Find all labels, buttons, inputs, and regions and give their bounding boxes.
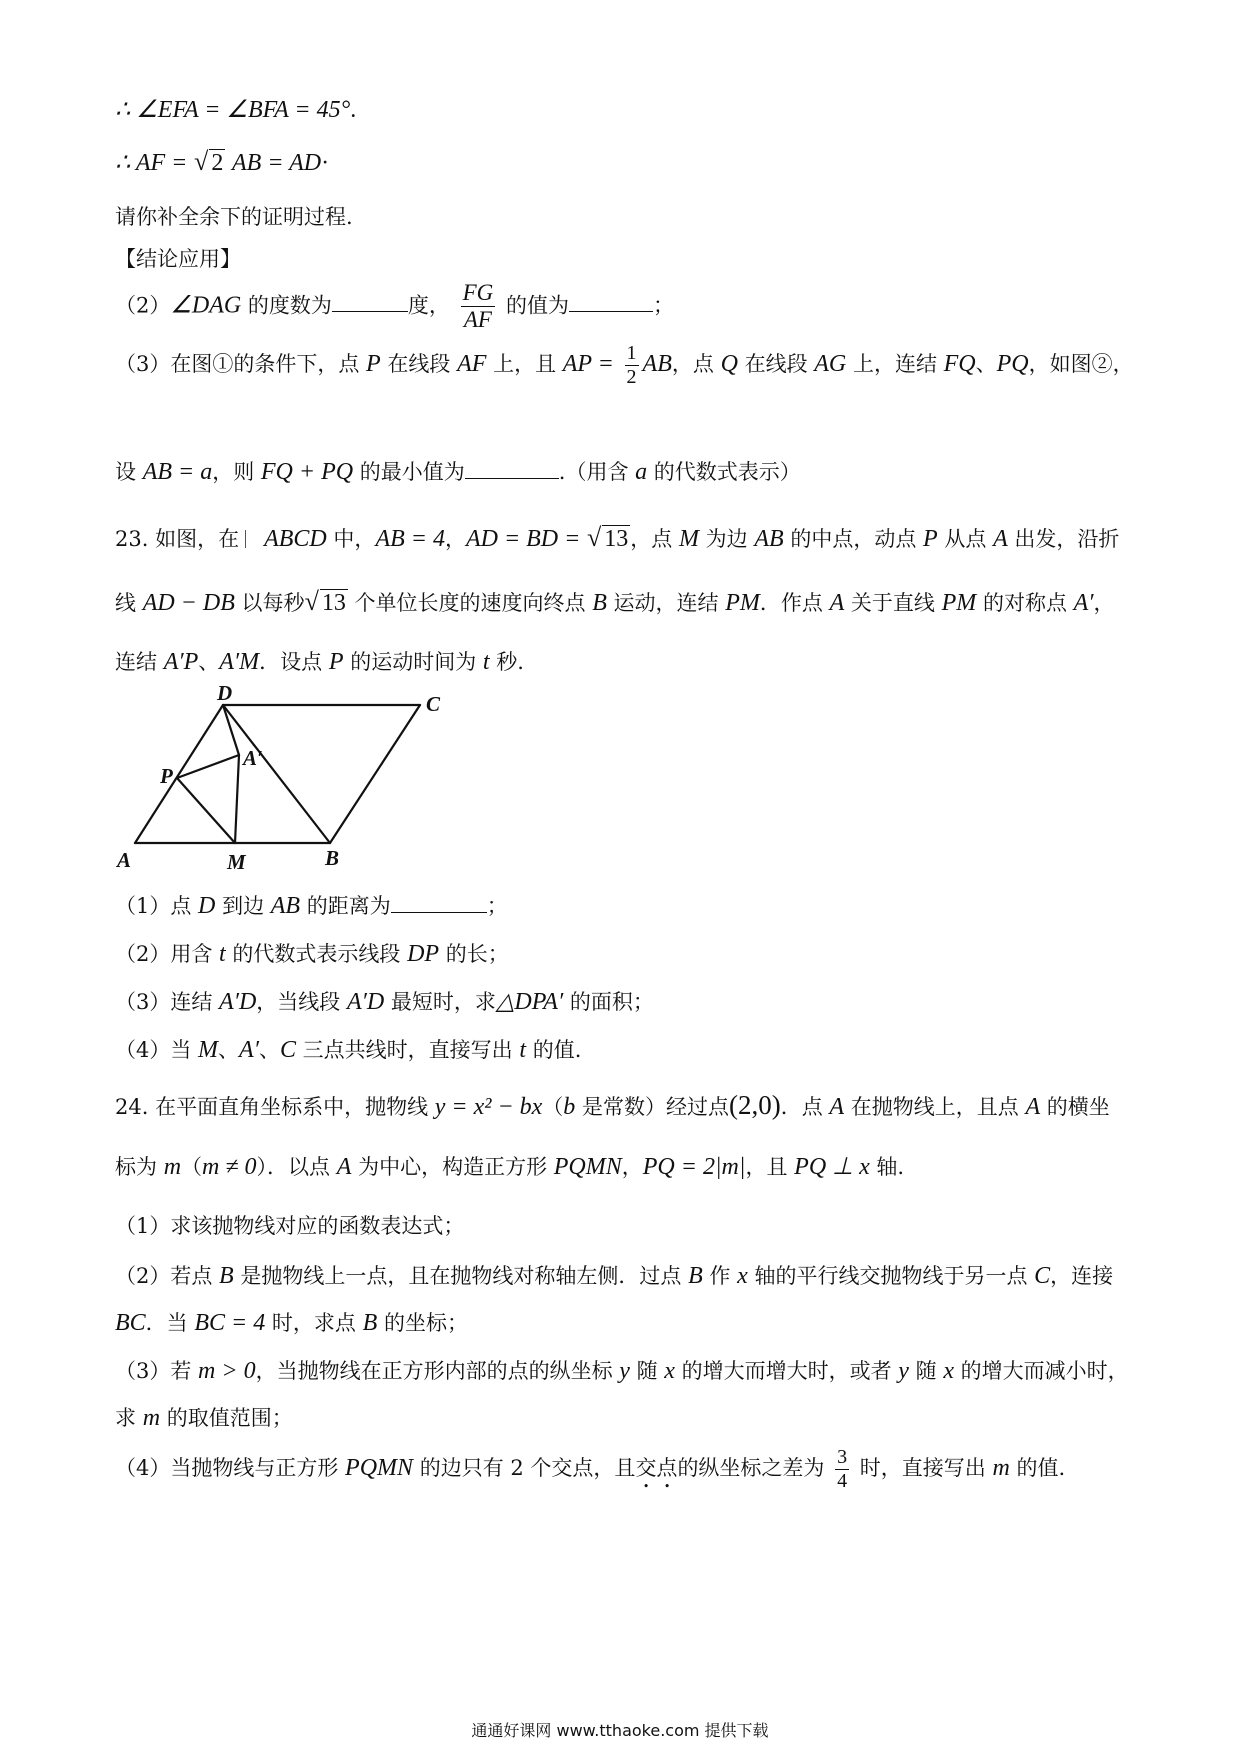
- section-heading: 【结论应用】: [115, 247, 241, 271]
- conclusion-angle-line: ∴ ∠EFA = ∠BFA = 45°.: [115, 97, 357, 123]
- segment-da2: [223, 705, 239, 755]
- answer-blank: [465, 460, 559, 479]
- half-fraction: $\frac{1}{2}$: [626, 342, 637, 388]
- p23-sub2: （2）用含 t 的代数式表示线段 DP 的长；: [115, 941, 509, 967]
- parallelogram-icon: [245, 530, 260, 548]
- q3-line1: （3）在图①的条件下，点 P 在线段 AF 上，且 AP = $\frac{1}{2}$ AB，点 Q 在线段 AG 上，连结 FQ、PQ，如图②，: [115, 342, 1134, 388]
- label-a: A: [117, 848, 132, 872]
- conclusion-af-line: ∴ AF = √ 2 AB = AD·: [115, 147, 330, 176]
- p23-line3: 连结 A′P、A′M．设点 P 的运动时间为 t 秒.: [115, 649, 524, 675]
- q2-line: （2）∠DAG 的度数为 度， $\frac{FG}{AF}$ 的值为 ；: [115, 280, 674, 333]
- p24-sub1: （1）求该抛物线对应的函数表达式；: [115, 1214, 465, 1238]
- parallelogram-figure: [115, 685, 475, 875]
- p24-sub3-line2: 求 m 的取值范围；: [115, 1405, 293, 1431]
- p24-sub4: （4）当抛物线与正方形 PQMN 的边只有 2 个交点，且交点的纵坐标之差为 $\frac{3}{4}$ 时，直接写出 m 的值.: [115, 1446, 1066, 1492]
- p24-sub2-line1: （2）若点 B 是抛物线上一点，且在抛物线对称轴左侧．过点 B 作 x 轴的平行线交抛物线于另一点 C，连接: [115, 1263, 1114, 1289]
- answer-blank: [569, 293, 653, 312]
- label-p: P: [160, 764, 173, 788]
- p24-line2: 标为 m（m ≠ 0）．以点 A 为中心，构造正方形 PQMN，PQ = 2|m|，且 PQ ⊥ x 轴.: [115, 1154, 905, 1180]
- p24-sub3-line1: （3）若 m > 0，当抛物线在正方形内部的点的纵坐标 y 随 x 的增大而增大时，或者 y 随 x 的增大而减小时，: [115, 1358, 1129, 1384]
- p24-sub2-line2: BC．当 BC = 4 时，求点 B 的坐标；: [115, 1310, 468, 1336]
- sqrt-sign-icon: √: [587, 523, 602, 552]
- segment-pm: [177, 778, 235, 843]
- fg-af-fraction: $\frac{FG}{AF}$: [462, 280, 494, 333]
- three-quarters-fraction: $\frac{3}{4}$: [837, 1446, 848, 1492]
- label-m: M: [227, 850, 246, 874]
- p23-sub3: （3）连结 A′D，当线段 A′D 最短时，求△DPA′ 的面积；: [115, 989, 654, 1015]
- answer-blank: [391, 894, 487, 913]
- page-footer: 通通好课网 www.tthaoke.com 提供下载: [471, 1721, 769, 1740]
- segment-pa2: [177, 755, 239, 778]
- label-d: D: [217, 685, 233, 705]
- sqrt-sign-icon: √: [194, 147, 209, 176]
- sqrt-sign-icon: √: [304, 587, 319, 616]
- p23-line2: 线 AD − DB 以每秒√ 13 个单位长度的速度向终点 B 运动，连结 PM．作点 A 关于直线 PM 的对称点 A′，: [115, 587, 1115, 616]
- p23-sub4: （4）当 M、A′、C 三点共线时，直接写出 t 的值.: [115, 1037, 582, 1063]
- segment-a2m: [235, 755, 239, 843]
- p23-sub1: （1）点 D 到边 AB 的距离为 ；: [115, 893, 508, 919]
- p23-line1: 23. 如图，在 ABCD 中，AB = 4，AD = BD = √ 13，点 M 为边 AB 的中点，动点 P 从点 A 出发，沿折: [115, 523, 1120, 552]
- prompt-line: 请你补全余下的证明过程.: [115, 205, 353, 229]
- label-a-prime: A′: [243, 746, 263, 770]
- answer-blank: [332, 293, 408, 312]
- q3-line2: 设 AB = a，则 FQ + PQ 的最小值为 .（用含 a 的代数式表示）: [115, 459, 801, 485]
- edge-ad: [135, 705, 223, 843]
- label-c: C: [426, 692, 441, 716]
- p24-line1: 24. 在平面直角坐标系中，抛物线 y = x² − bx（b 是常数）经过点(2,0)．点 A 在抛物线上，且点 A 的横坐: [115, 1090, 1110, 1120]
- label-b: B: [325, 846, 340, 870]
- edge-cb: [330, 705, 420, 843]
